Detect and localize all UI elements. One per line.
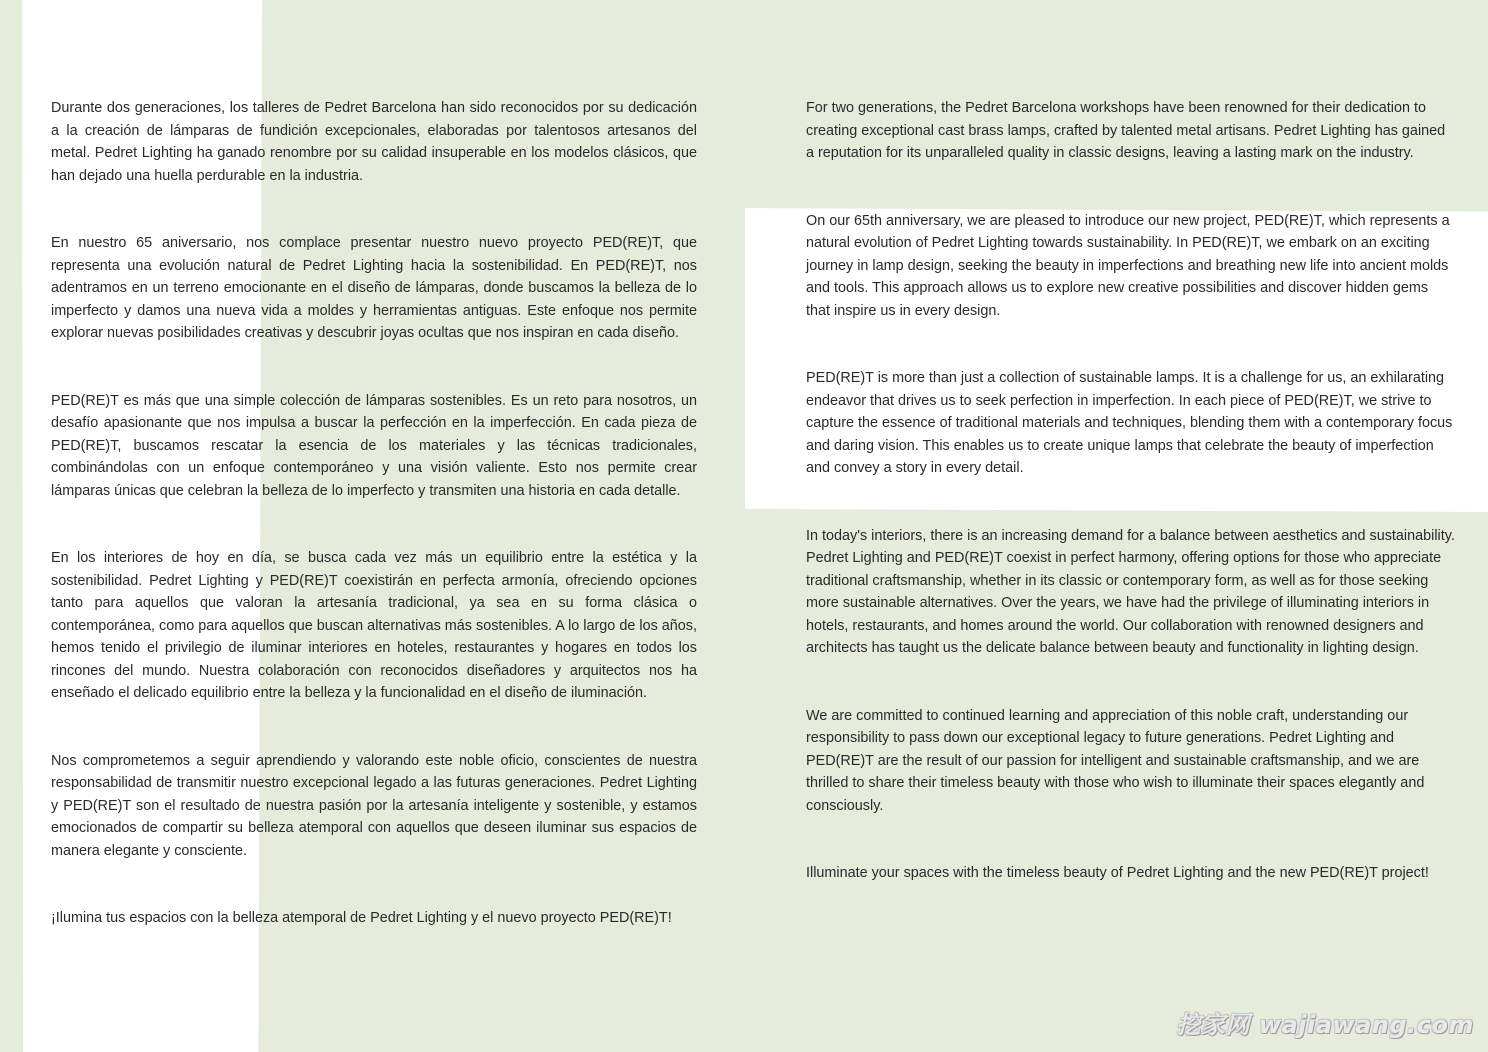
english-paragraph-1: For two generations, the Pedret Barcelona workshops have been renowned for their dedication to creating exceptional cast brass lamps, crafted by talented metal artisans. Pedret Lighting has gained a reputation for its unparalleled quality in classic designs, leaving a lasting mark on the industry. [806,100,1446,161]
english-paragraph-5: We are committed to continued learning and appreciation of this noble craft, understanding our responsibility to pass down our exceptional legacy to future generations. Pedret Lighting and PED(RE)T are the result of our passion for intelligent and sustainable craftsmanship, and we are thrilled to share their timeless beauty with those who wish to illuminate their spaces elegantly and consciously. [806,707,1425,814]
spanish-paragraph-4: En los interiores de hoy en día, se busca cada vez más un equilibrio entre la estética y la sostenibilidad. Pedret Lighting y PED(RE)T coexistirán en perfecta armonía, ofreciendo opciones tanto para aquellos que valoran la artesanía tradicional, ya sea en su forma clásica o contemporánea, como para aquellos que buscan alternativas más sostenibles. A lo largo de los años, hemos tenido el privilegio de iluminar interiores en hoteles, restaurantes y hogares en todos los rincones del mundo. Nuestra colaboración con reconocidos diseñadores y arquitectos nos ha enseñado el delicado equilibrio entre la belleza y la funcionalidad en el diseño de iluminación. [51,550,697,701]
english-paragraph-3: PED(RE)T is more than just a collection of sustainable lamps. It is a challenge for us, an exhilarating endeavor that drives us to seek perfection in imperfection. In each piece of PED(RE)T, we strive to capture the essence of traditional materials and techniques, blending them with a contemporary focus and daring vision. This enables us to create unique lamps that celebrate the beauty of imperfection and convey a story in every detail. [806,370,1453,476]
english-paragraph-2: On our 65th anniversary, we are pleased to introduce our new project, PED(RE)T, which represents a natural evolution of Pedret Lighting towards sustainability. In PED(RE)T, we embark on an exciting journey in lamp design, seeking the beauty in imperfections and breathing new life into ancient molds and tools. This approach allows us to explore new creative possibilities and discover hidden gems that inspire us in every design. [806,212,1450,319]
watermark: 挖家网 wajiawang.com [1176,1011,1474,1039]
english-paragraph-4: In today's interiors, there is an increasing demand for a balance between aesthetics and sustainability. Pedret Lighting and PED(RE)T coexist in perfect harmony, offering options for those who appreciate traditional craftsmanship, whether in its classic or contemporary form, as well as for those seeking more sustainable alternatives. Over the years, we have had the privilege of illuminating interiors in hotels, restaurants, and homes around the world. Our collaboration with renowned designers and architects has taught us the delicate balance between beauty and functionality in lighting design. [806,527,1455,656]
spanish-column [51,97,697,975]
spanish-paragraph-6: ¡Ilumina tus espacios con la belleza atemporal de Pedret Lighting y el nuevo proyecto PED(RE)T! [51,910,672,926]
spanish-paragraph-1: Durante dos generaciones, los talleres de Pedret Barcelona han sido reconocidos por su dedicación a la creación de lámparas de fundición excepcionales, elaboradas por talentosos artesanos del metal. Pedret Lighting ha ganado renombre por su calidad insuperable en los modelos clásicos, que han dejado una huella perdurable en la industria. [51,100,697,184]
english-paragraph-6: Illuminate your spaces with the timeless beauty of Pedret Lighting and the new PED(RE)T project! [806,865,1429,881]
english-column [806,97,1456,930]
spanish-paragraph-2: En nuestro 65 aniversario, nos complace presentar nuestro nuevo proyecto PED(RE)T, que representa una evolución natural de Pedret Lighting hacia la sostenibilidad. En PED(RE)T, nos adentramos en un terreno emocionante en el diseño de lámparas, donde buscamos la belleza de lo imperfecto y damos una nueva vida a moldes y herramientas antiguas. Este enfoque nos permite explorar nuevas posibilidades creativas y descubrir joyas ocultas que nos inspiran en cada diseño. [51,235,697,341]
spanish-paragraph-5: Nos comprometemos a seguir aprendiendo y valorando este noble oficio, conscientes de nuestra responsabilidad de transmitir nuestro excepcional legado a las futuras generaciones. Pedret Lighting y PED(RE)T son el resultado de nuestra pasión por la artesanía inteligente y sostenible, y estamos emocionados de compartir su belleza atemporal con aquellos que deseen iluminar sus espacios de manera elegante y consciente. [51,752,697,859]
spanish-paragraph-3: PED(RE)T es más que una simple colección de lámparas sostenibles. Es un reto para nosotros, un desafío apasionante que nos impulsa a buscar la perfección en la imperfección. En cada pieza de PED(RE)T, buscamos rescatar la esencia de los materiales y las técnicas tradicionales, combinándolas con un enfoque contemporáneo y una visión valiente. Esto nos permite crear lámparas únicas que celebran la belleza de lo imperfecto y transmiten una historia en cada detalle. [51,392,697,499]
